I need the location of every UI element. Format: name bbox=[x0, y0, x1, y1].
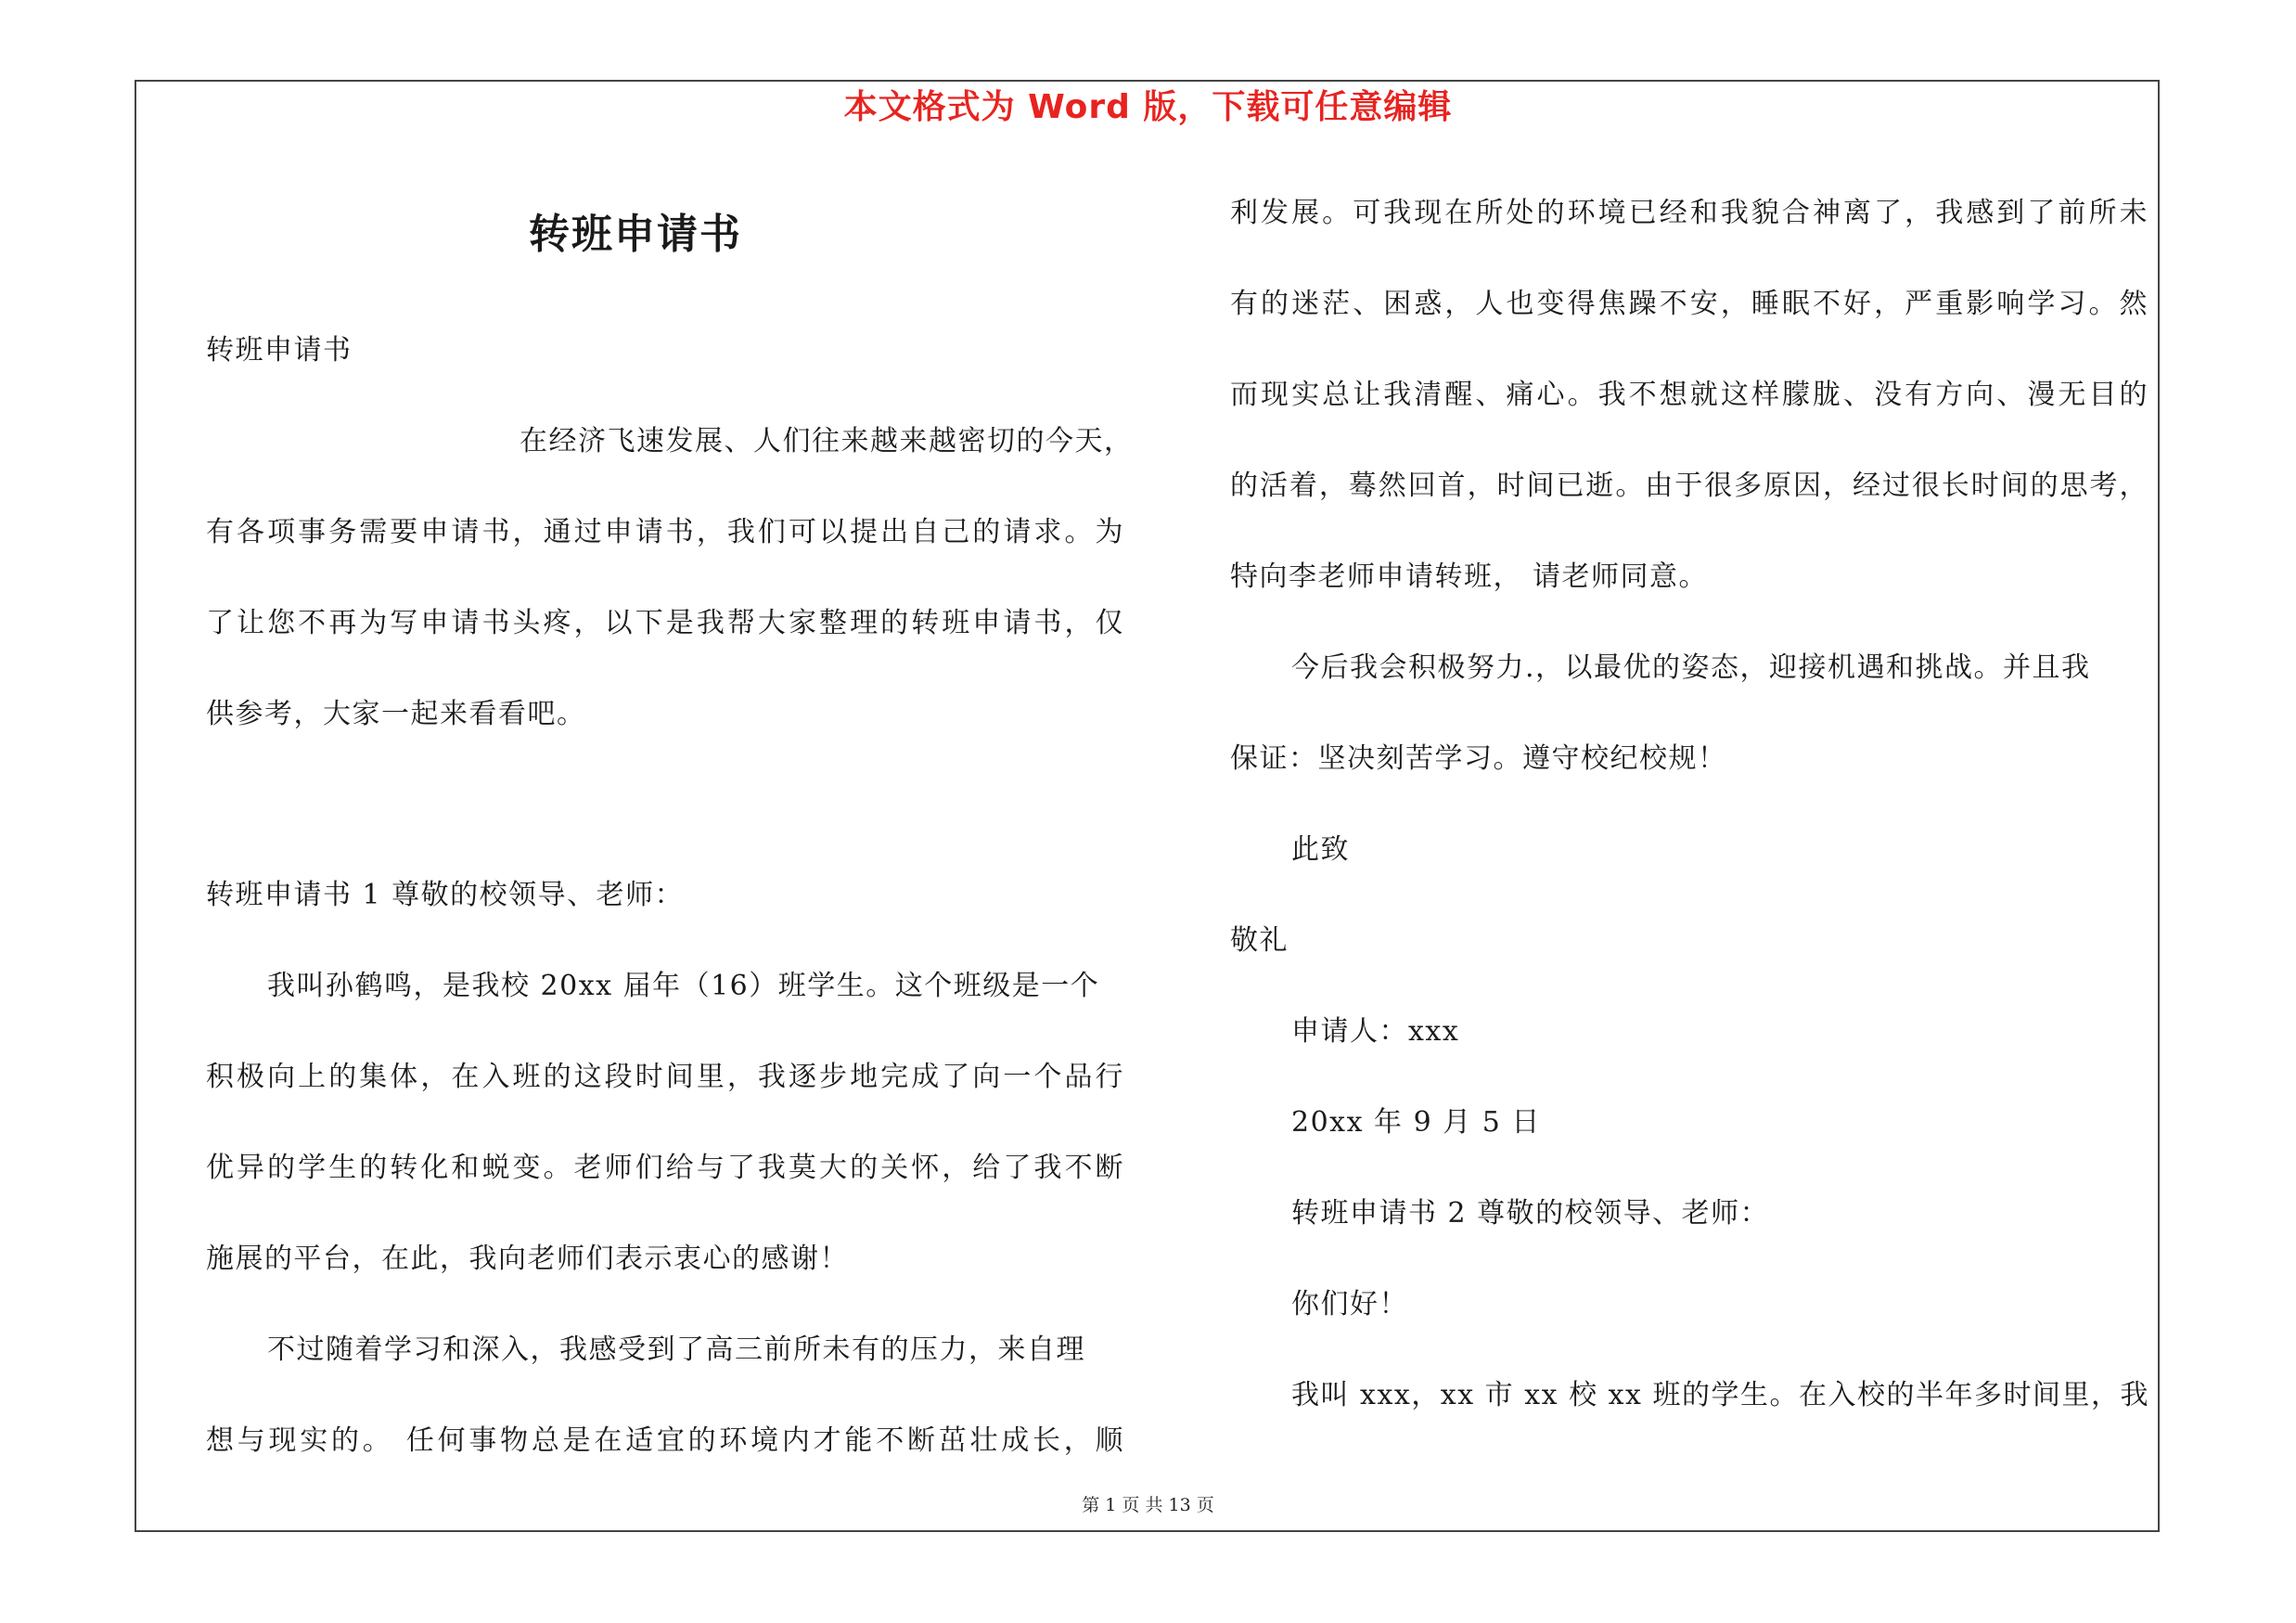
body-line: 优异的学生的转化和蜕变。老师们给与了我莫大的关怀，给了我不断 bbox=[206, 1152, 1124, 1184]
body-line: 我叫孙鹤鸣，是我校 20xx 届年（16）班学生。这个班级是一个 bbox=[267, 970, 1100, 1002]
body-line: 利发展。可我现在所处的环境已经和我貌合神离了，我感到了前所未 bbox=[1230, 197, 2148, 229]
body-line: 保证：坚决刻苦学习。遵守校纪校规！ bbox=[1230, 742, 1727, 775]
body-line: 积极向上的集体，在入班的这段时间里，我逐步地完成了向一个品行 bbox=[206, 1061, 1124, 1093]
salutation-line: 敬礼 bbox=[1230, 924, 1289, 957]
body-line: 了让您不再为写申请书头疼，以下是我帮大家整理的转班申请书，仅 bbox=[206, 607, 1124, 639]
format-banner: 本文格式为 Word 版，下载可任意编辑 bbox=[843, 88, 1453, 126]
section-heading: 转班申请书 1 尊敬的校领导、老师： bbox=[206, 879, 685, 911]
body-line: 有各项事务需要申请书，通过申请书，我们可以提出自己的请求。为 bbox=[206, 516, 1124, 548]
body-line: 在经济飞速发展、人们往来越来越密切的今天， bbox=[519, 425, 1134, 457]
body-line: 特向李老师申请转班， 请老师同意。 bbox=[1230, 560, 1709, 593]
body-line: 供参考，大家一起来看看吧。 bbox=[206, 698, 586, 730]
body-line: 有的迷茫、困惑，人也变得焦躁不安，睡眠不好，严重影响学习。然 bbox=[1230, 288, 2148, 320]
subtitle-line: 转班申请书 bbox=[206, 334, 353, 367]
body-line: 而现实总让我清醒、痛心。我不想就这样朦胧、没有方向、漫无目的 bbox=[1230, 379, 2148, 411]
body-line: 今后我会积极努力.，以最优的姿态，迎接机遇和挑战。并且我 bbox=[1291, 651, 2091, 684]
body-line: 不过随着学习和深入，我感受到了高三前所未有的压力，来自理 bbox=[267, 1333, 1085, 1366]
body-line: 的活着，蓦然回首，时间已逝。由于很多原因，经过很长时间的思考， bbox=[1230, 470, 2148, 502]
closing-line: 此致 bbox=[1291, 833, 1350, 866]
body-line: 想与现实的。 任何事物总是在适宜的环境内才能不断茁壮成长，顺 bbox=[206, 1424, 1124, 1457]
section-heading: 转班申请书 2 尊敬的校领导、老师： bbox=[1291, 1197, 1770, 1230]
page-number: 第 1 页 共 13 页 bbox=[1082, 1495, 1214, 1515]
date-line: 20xx 年 9 月 5 日 bbox=[1291, 1106, 1541, 1139]
greeting-line: 你们好！ bbox=[1291, 1288, 1408, 1320]
applicant-line: 申请人：xxx bbox=[1291, 1015, 1460, 1048]
document-title: 转班申请书 bbox=[529, 211, 742, 258]
body-line: 施展的平台，在此，我向老师们表示衷心的感谢！ bbox=[206, 1243, 849, 1275]
body-line: 我叫 xxx，xx 市 xx 校 xx 班的学生。在入校的半年多时间里，我 bbox=[1291, 1379, 2149, 1411]
